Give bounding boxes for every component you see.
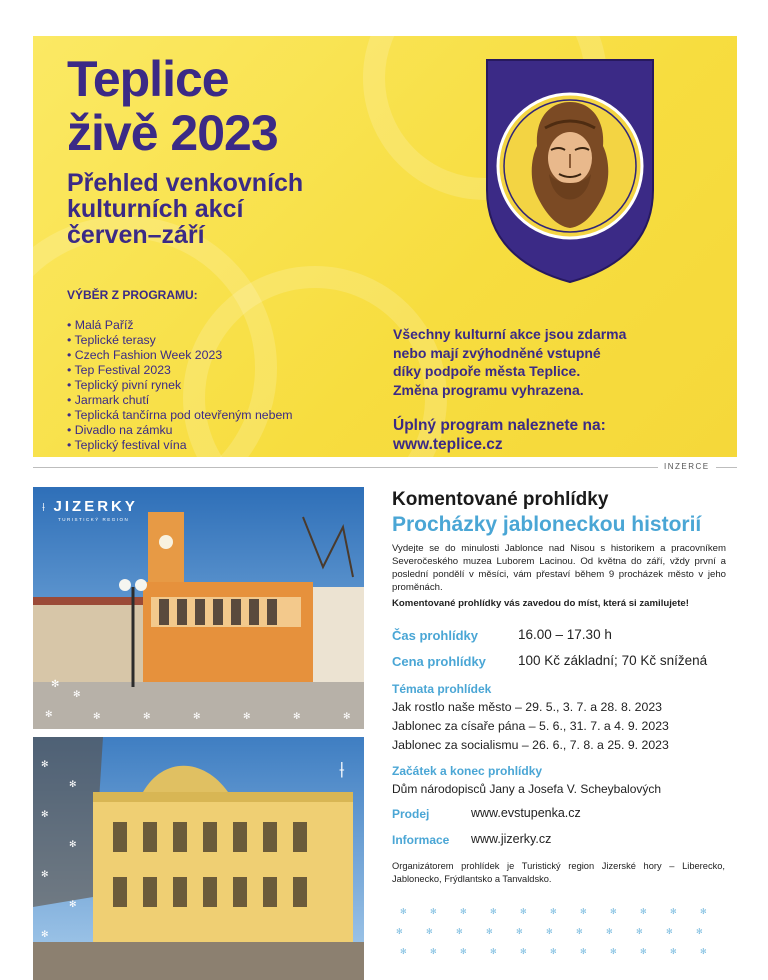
info-line: Všechny kulturní akce jsou zdarma xyxy=(393,326,627,342)
program-item: • Teplická tančírna pod otevřeným nebem xyxy=(67,408,293,423)
svg-text:✻: ✻ xyxy=(580,947,587,956)
svg-text:✻: ✻ xyxy=(456,927,463,936)
ad-title-line2: živě 2023 xyxy=(67,105,278,161)
program-item: • Malá Paříž xyxy=(67,318,293,333)
svg-text:✻: ✻ xyxy=(516,927,523,936)
time-label: Čas prohlídky xyxy=(392,628,478,643)
svg-text:✻: ✻ xyxy=(73,690,81,700)
svg-text:✻: ✻ xyxy=(580,907,587,916)
svg-text:✻: ✻ xyxy=(193,712,201,722)
ad-subtitle xyxy=(67,170,303,248)
svg-text:✻: ✻ xyxy=(460,907,467,916)
svg-text:✻: ✻ xyxy=(490,907,497,916)
program-item: • Czech Fashion Week 2023 xyxy=(67,348,293,363)
start-label: Začátek a konec prohlídky xyxy=(392,764,543,778)
svg-text:✻: ✻ xyxy=(606,927,613,936)
svg-text:✻: ✻ xyxy=(460,947,467,956)
topics-label: Témata prohlídek xyxy=(392,682,492,696)
svg-text:✻: ✻ xyxy=(430,907,437,916)
svg-text:✻: ✻ xyxy=(41,930,49,940)
program-item: • Jarmark chutí xyxy=(67,393,293,408)
svg-text:✻: ✻ xyxy=(69,780,77,790)
svg-text:✻: ✻ xyxy=(426,927,433,936)
svg-text:✻: ✻ xyxy=(670,947,677,956)
price-value: 100 Kč základní; 70 Kč snížená xyxy=(518,653,708,668)
svg-text:✻: ✻ xyxy=(93,712,101,722)
tree-icon: ⟊ xyxy=(42,500,46,514)
teplice-url-link[interactable]: www.teplice.cz xyxy=(393,436,503,453)
svg-text:✻: ✻ xyxy=(69,900,77,910)
svg-text:✻: ✻ xyxy=(636,927,643,936)
subtitle-line: kulturních akcí xyxy=(67,195,244,223)
price-label: Cena prohlídky xyxy=(392,654,486,669)
tours-heading: Komentované prohlídky xyxy=(392,489,609,510)
svg-text:✻: ✻ xyxy=(400,947,407,956)
info-text xyxy=(393,325,626,399)
svg-text:✻: ✻ xyxy=(520,947,527,956)
svg-text:✻: ✻ xyxy=(400,907,407,916)
svg-text:✻: ✻ xyxy=(666,927,673,936)
tours-subheading: Procházky jabloneckou historií xyxy=(392,513,702,536)
svg-text:✻: ✻ xyxy=(640,947,647,956)
ad-title-line1: Teplice xyxy=(67,51,229,107)
svg-text:✻: ✻ xyxy=(430,947,437,956)
separator-line xyxy=(33,467,737,468)
svg-text:✻: ✻ xyxy=(143,712,151,722)
snowflake-pattern xyxy=(392,904,726,964)
info-line: díky podpoře města Teplice. xyxy=(393,363,581,379)
topic-item: Jak rostlo naše město – 29. 5., 3. 7. a 28. 8. 2023 xyxy=(392,700,663,714)
sale-label: Prodej xyxy=(392,807,430,821)
svg-text:✻: ✻ xyxy=(550,947,557,956)
program-heading: VÝBĚR Z PROGRAMU: xyxy=(67,288,198,302)
link-label: Úplný program naleznete na: xyxy=(393,417,606,434)
subtitle-line: Přehled venkovních xyxy=(67,169,304,197)
svg-text:✻: ✻ xyxy=(520,907,527,916)
svg-text:✻: ✻ xyxy=(610,907,617,916)
subtitle-line: červen–září xyxy=(67,221,205,249)
inzerce-label: INZERCE xyxy=(658,462,716,471)
program-item: • Divadlo na zámku xyxy=(67,423,293,438)
svg-text:✻: ✻ xyxy=(293,712,301,722)
info-line: Změna programu vyhrazena. xyxy=(393,381,584,398)
svg-text:✻: ✻ xyxy=(550,907,557,916)
jizerky-logo-name: JIZERKY xyxy=(53,498,138,515)
svg-text:✻: ✻ xyxy=(41,870,49,880)
info-link[interactable]: www.jizerky.cz xyxy=(471,832,552,846)
svg-text:✻: ✻ xyxy=(396,927,403,936)
svg-text:⟊: ⟊ xyxy=(339,758,345,783)
program-item: • Tep Festival 2023 xyxy=(67,363,293,378)
jablonec-town-hall-photo xyxy=(33,487,364,729)
jizerky-logo-sub: TURISTICKÝ REGION xyxy=(58,517,130,522)
program-item: • Teplické terasy xyxy=(67,333,293,348)
start-value: Dům národopisců Jany a Josefa V. Scheybalových xyxy=(392,782,662,796)
organizer-note: Organizátorem prohlídek je Turistický region Jizerské hory – Liberecko, Jablonecko, Frýdlantsko a Tanvaldsko. xyxy=(392,861,725,884)
svg-text:✻: ✻ xyxy=(696,927,703,936)
svg-text:✻: ✻ xyxy=(610,947,617,956)
svg-text:✻: ✻ xyxy=(41,760,49,770)
sale-link[interactable]: www.evstupenka.cz xyxy=(471,806,581,820)
svg-text:✻: ✻ xyxy=(51,679,60,690)
jablonec-historic-building-photo xyxy=(33,737,364,980)
teplice-coat-of-arms-icon xyxy=(485,58,655,284)
topic-item: Jablonec za socialismu – 26. 6., 7. 8. a 25. 9. 2023 xyxy=(392,738,669,752)
info-line: nebo mají zvýhodněné vstupné xyxy=(393,344,601,361)
svg-text:✻: ✻ xyxy=(41,810,49,820)
program-item: • Teplický pivní rynek xyxy=(67,378,293,393)
topic-item: Jablonec za císaře pána – 5. 6., 31. 7. a 4. 9. 2023 xyxy=(392,719,669,733)
tours-intro-bold: Komentované prohlídky vás zavedou do míst, která si zamilujete! xyxy=(392,598,689,609)
svg-text:✻: ✻ xyxy=(670,907,677,916)
program-list xyxy=(67,318,293,453)
svg-text:✻: ✻ xyxy=(546,927,553,936)
svg-text:✻: ✻ xyxy=(640,907,647,916)
info-label: Informace xyxy=(392,833,450,847)
svg-text:✻: ✻ xyxy=(243,712,251,722)
program-item: • Teplický festival vína xyxy=(67,438,293,453)
tours-intro: Vydejte se do minulosti Jablonce nad Nisou s historikem a pracovníkem Severočeského muzea Luborem Lacinou. Od května do září, vždy první a poslední pondělí v měsíci, vám přestaví během 9 procházek město v jeho proměnách. xyxy=(392,543,726,593)
svg-text:✻: ✻ xyxy=(700,907,707,916)
svg-text:✻: ✻ xyxy=(343,712,351,722)
time-value: 16.00 – 17.30 h xyxy=(518,627,612,642)
svg-text:✻: ✻ xyxy=(700,947,707,956)
program-link-block xyxy=(393,416,606,454)
teplice-advert xyxy=(33,36,737,457)
svg-text:✻: ✻ xyxy=(486,927,493,936)
svg-text:✻: ✻ xyxy=(490,947,497,956)
svg-text:✻: ✻ xyxy=(576,927,583,936)
svg-text:✻: ✻ xyxy=(69,840,77,850)
jizerky-logo xyxy=(42,498,138,522)
svg-text:✻: ✻ xyxy=(45,710,53,720)
